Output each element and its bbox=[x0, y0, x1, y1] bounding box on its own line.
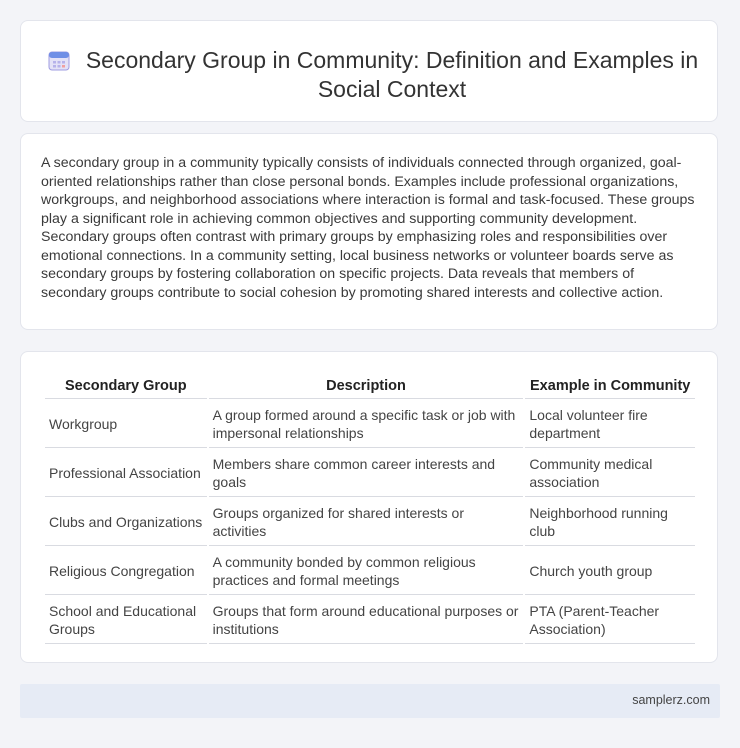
table-cell: Neighborhood running club bbox=[525, 498, 695, 546]
table-cell: Members share common career interests and goals bbox=[209, 449, 524, 497]
table-row bbox=[45, 449, 695, 497]
table-cell: Church youth group bbox=[525, 547, 695, 595]
summary-paragraph: A secondary group in a community typically consists of individuals connected through organized, goal-oriented relationships rather than close personal bonds. Examples include professional organizations, workgroups, and neighborhood associations where interaction is formal and task-focused. These groups play a significant role in achieving common objectives and supporting community development. Secondary groups often contrast with primary groups by emphasizing roles and responsibilities over emotional connections. In a community setting, local business networks or volunteer boards serve as secondary groups by fostering collaboration on specific projects. Data reveals that members of secondary groups contribute to social cohesion by promoting shared interests and collective action. bbox=[41, 155, 695, 301]
column-header: Secondary Group bbox=[45, 374, 207, 399]
table-cell: School and Educational Groups bbox=[45, 596, 207, 644]
table-cell: Religious Congregation bbox=[45, 547, 207, 595]
table-cell: Community medical association bbox=[525, 449, 695, 497]
table-cell: Professional Association bbox=[45, 449, 207, 497]
table-row bbox=[45, 498, 695, 546]
column-header: Example in Community bbox=[525, 374, 695, 399]
table-cell: Groups organized for shared interests or activities bbox=[209, 498, 524, 546]
column-header: Description bbox=[209, 374, 524, 399]
table-cell: Groups that form around educational purposes or institutions bbox=[209, 596, 524, 644]
table-cell: Workgroup bbox=[45, 400, 207, 448]
footer-site-link[interactable]: samplerz.com bbox=[632, 693, 710, 707]
table-cell: PTA (Parent-Teacher Association) bbox=[525, 596, 695, 644]
table-row bbox=[45, 547, 695, 595]
table-header-row bbox=[45, 374, 695, 399]
table-row bbox=[45, 596, 695, 644]
table-cell: A group formed around a specific task or job with impersonal relationships bbox=[209, 400, 524, 448]
summary-card bbox=[20, 133, 718, 330]
table-row bbox=[45, 400, 695, 448]
title-card bbox=[20, 20, 718, 122]
table-cell: Local volunteer fire department bbox=[525, 400, 695, 448]
table-cell: A community bonded by common religious practices and formal meetings bbox=[209, 547, 524, 595]
footer bbox=[20, 684, 720, 718]
page-title: Secondary Group in Community: Definition and Examples in Social Context bbox=[85, 47, 699, 102]
table-card bbox=[20, 351, 718, 663]
table-cell: Clubs and Organizations bbox=[45, 498, 207, 546]
groups-table bbox=[43, 373, 697, 645]
calendar-icon bbox=[47, 48, 71, 72]
